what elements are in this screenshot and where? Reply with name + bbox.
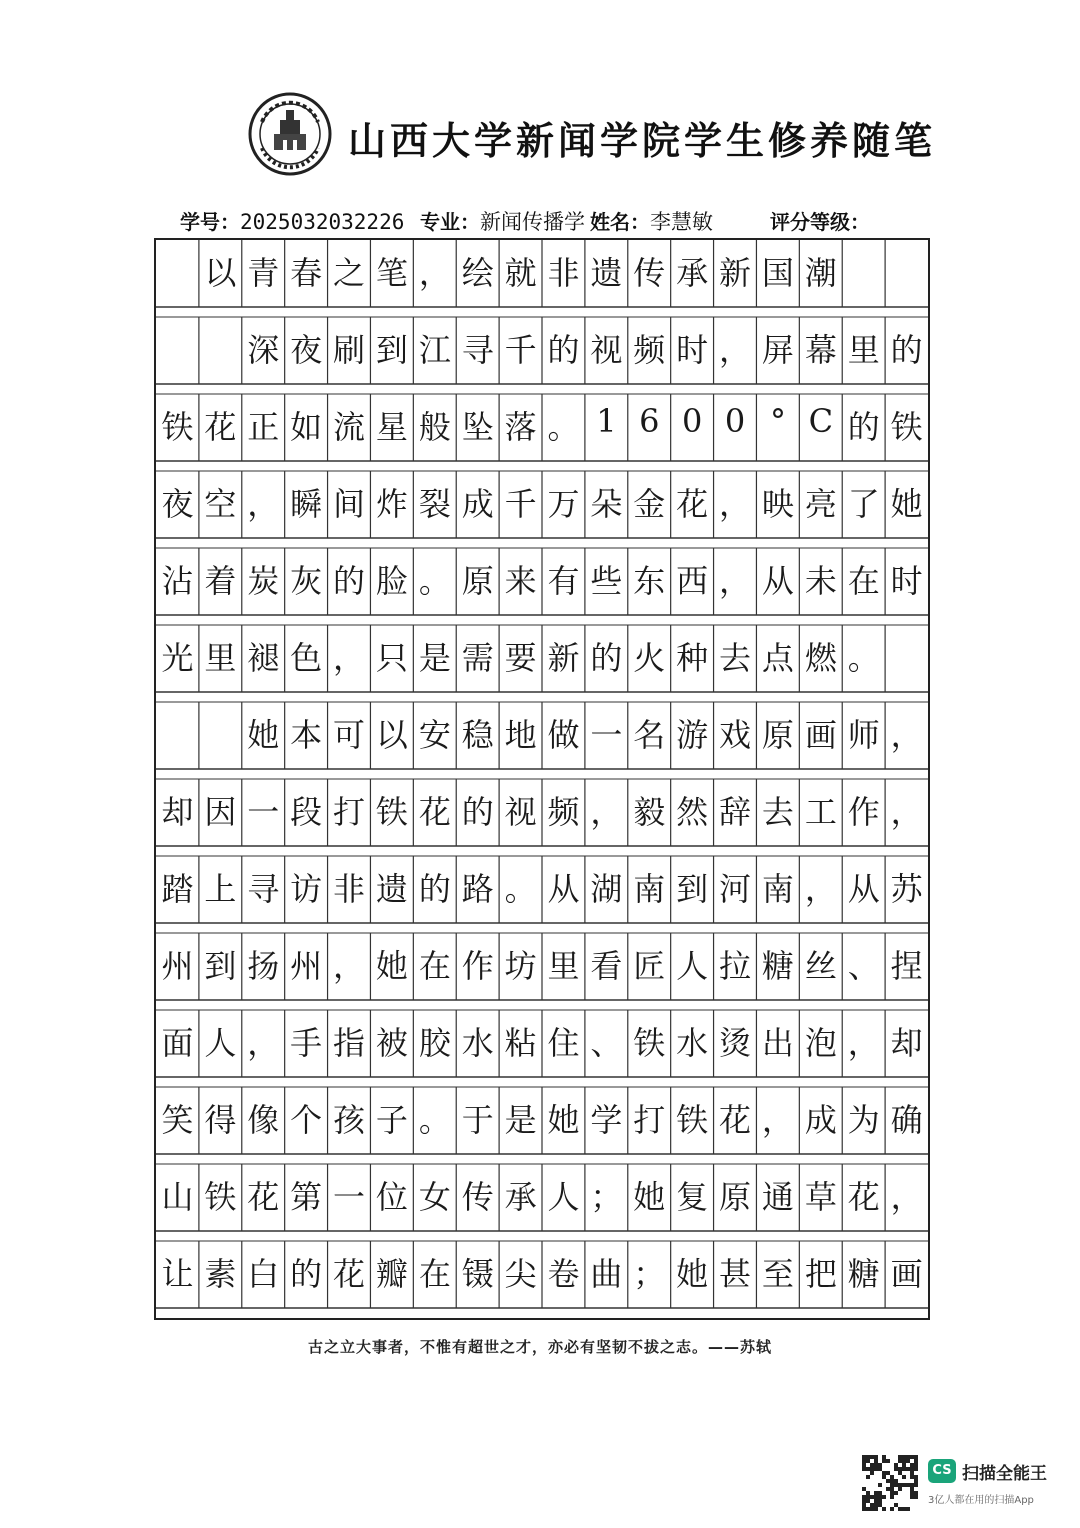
essay-char: 的 — [418, 870, 451, 908]
essay-char: 火 — [633, 639, 666, 677]
essay-char: 点 — [761, 639, 794, 677]
essay-char: 就 — [504, 254, 537, 292]
essay-char: 万 — [547, 485, 580, 523]
watermark-tagline: 3亿人都在用的扫描App — [928, 1495, 1034, 1506]
essay-char: 光 — [161, 639, 194, 677]
essay-char: 第 — [290, 1178, 323, 1216]
essay-char: 传 — [461, 1178, 494, 1216]
essay-char: 江 — [418, 331, 451, 369]
essay-char: 到 — [676, 870, 709, 908]
essay-char: 师 — [847, 716, 880, 754]
essay-char: 名 — [633, 716, 666, 754]
essay-char: 空 — [204, 485, 237, 523]
student-id-label: 学号： — [180, 210, 240, 234]
essay-char: 花 — [333, 1255, 366, 1293]
essay-char: ， — [890, 1178, 923, 1216]
essay-char: ， — [804, 870, 837, 908]
essay-char: 夜 — [290, 331, 323, 369]
essay-char: 辞 — [719, 793, 752, 831]
essay-char: 她 — [247, 716, 280, 754]
essay-char: 西 — [676, 562, 709, 600]
essay-char: 做 — [547, 716, 580, 754]
essay-char: 以 — [375, 716, 408, 754]
essay-char: 画 — [804, 716, 837, 754]
essay-char: 一 — [333, 1178, 366, 1216]
essay-char: 花 — [676, 485, 709, 523]
essay-char: 幕 — [804, 331, 837, 369]
essay-char: 位 — [375, 1178, 408, 1216]
essay-char: 成 — [461, 485, 494, 523]
essay-char: C — [808, 402, 834, 440]
essay-char: 寻 — [461, 331, 494, 369]
qr-code-icon — [862, 1455, 918, 1511]
essay-char: ， — [719, 562, 752, 600]
essay-char: 苏 — [890, 870, 923, 908]
essay-char: 胶 — [418, 1024, 451, 1062]
essay-char: 白 — [247, 1255, 280, 1293]
essay-char: 通 — [761, 1178, 794, 1216]
essay-char: 非 — [333, 870, 366, 908]
essay-char: 却 — [161, 793, 194, 831]
essay-char: 于 — [461, 1101, 494, 1139]
essay-char: 的 — [847, 408, 880, 446]
essay-char: 炸 — [375, 485, 408, 523]
essay-char: 褪 — [247, 639, 280, 677]
essay-char: 只 — [375, 639, 408, 677]
cs-logo-icon: CS — [928, 1459, 956, 1483]
essay-char: 她 — [633, 1178, 666, 1216]
essay-char: 6 — [639, 402, 660, 440]
essay-char: 上 — [204, 870, 237, 908]
essay-char: 的 — [547, 331, 580, 369]
major-value: 新闻传播学 — [480, 210, 585, 234]
essay-char: 夜 — [161, 485, 194, 523]
essay-char: 绘 — [461, 254, 494, 292]
student-id-value: 2025032032226 — [240, 210, 405, 234]
essay-char: 从 — [847, 870, 880, 908]
essay-char: 星 — [375, 408, 408, 446]
essay-char: 路 — [461, 870, 494, 908]
essay-char: 0 — [724, 402, 746, 440]
essay-char: 看 — [590, 947, 623, 985]
essay-char: 要 — [504, 639, 537, 677]
essay-char: 因 — [204, 793, 237, 831]
essay-char: 承 — [676, 254, 709, 292]
essay-char: 人 — [204, 1024, 237, 1062]
essay-char: 种 — [676, 639, 709, 677]
essay-char: 是 — [504, 1101, 537, 1139]
essay-line-glyphs — [156, 1087, 932, 1147]
essay-char: 刷 — [333, 331, 366, 369]
essay-char: 。 — [418, 562, 451, 600]
essay-char: 着 — [204, 562, 237, 600]
essay-char: 被 — [375, 1024, 408, 1062]
essay-char: 的 — [461, 793, 494, 831]
essay-char: 时 — [890, 562, 923, 600]
essay-char: 视 — [504, 793, 537, 831]
essay-char: 色 — [290, 639, 323, 677]
essay-char: 镊 — [461, 1255, 494, 1293]
essay-char: 丝 — [804, 947, 837, 985]
essay-line-glyphs — [156, 240, 932, 300]
essay-char: 游 — [676, 716, 709, 754]
essay-char: 山 — [161, 1178, 194, 1216]
student-id — [180, 206, 404, 235]
essay-char: 糖 — [761, 947, 794, 985]
essay-char: 本 — [290, 716, 323, 754]
essay-char: 的 — [590, 639, 623, 677]
essay-line-glyphs — [156, 317, 932, 377]
essay-char: 南 — [633, 870, 666, 908]
essay-char: 承 — [504, 1178, 537, 1216]
essay-char: 有 — [547, 562, 580, 600]
essay-char: 铁 — [161, 408, 194, 446]
essay-char: 瞬 — [290, 485, 323, 523]
essay-char: 像 — [247, 1101, 280, 1139]
essay-char: 泡 — [804, 1024, 837, 1062]
essay-line-glyphs — [156, 933, 932, 993]
essay-char: 正 — [247, 408, 280, 446]
essay-char: 一 — [247, 793, 280, 831]
essay-char: 子 — [375, 1101, 408, 1139]
essay-char: ， — [761, 1101, 794, 1139]
essay-char: 去 — [719, 639, 752, 677]
essay-char: 需 — [461, 639, 494, 677]
grade — [770, 206, 870, 235]
scanner-watermark — [862, 1455, 1062, 1515]
essay-char: 花 — [204, 408, 237, 446]
essay-char: 炭 — [247, 562, 280, 600]
essay-char: 得 — [204, 1101, 237, 1139]
essay-char: 频 — [633, 331, 666, 369]
essay-char: 个 — [290, 1101, 323, 1139]
essay-char: 春 — [290, 254, 323, 292]
essay-char: 花 — [719, 1101, 752, 1139]
major — [420, 206, 585, 236]
essay-line-glyphs — [156, 702, 932, 762]
essay-char: 水 — [676, 1024, 709, 1062]
essay-char: 裂 — [418, 485, 451, 523]
essay-char: 深 — [247, 331, 280, 369]
essay-line-glyphs — [156, 1164, 932, 1224]
essay-char: 里 — [847, 331, 880, 369]
essay-char: 笑 — [161, 1101, 194, 1139]
essay-char: 脸 — [375, 562, 408, 600]
essay-char: 1 — [596, 402, 617, 440]
essay-char: 亮 — [804, 485, 837, 523]
essay-char: 。 — [418, 1101, 451, 1139]
essay-char: 匠 — [633, 947, 666, 985]
essay-char: 孩 — [333, 1101, 366, 1139]
essay-char: 确 — [890, 1101, 923, 1139]
essay-char: 到 — [204, 947, 237, 985]
essay-char: 铁 — [676, 1101, 709, 1139]
watermark-name: 扫描全能王 — [962, 1464, 1047, 1484]
essay-char: 东 — [633, 562, 666, 600]
essay-char: 从 — [761, 562, 794, 600]
essay-char: 瓣 — [375, 1255, 408, 1293]
essay-char: 之 — [333, 254, 366, 292]
essay-char: 是 — [418, 639, 451, 677]
essay-char: 新 — [547, 639, 580, 677]
essay-char: 未 — [804, 562, 837, 600]
essay-line-glyphs — [156, 856, 932, 916]
essay-char: 。 — [547, 408, 580, 446]
essay-char: ， — [890, 793, 923, 831]
essay-line-glyphs — [156, 625, 932, 685]
essay-char: 打 — [633, 1101, 666, 1139]
essay-char: 、 — [590, 1024, 623, 1062]
essay-char: 手 — [290, 1024, 323, 1062]
essay-char: 遗 — [375, 870, 408, 908]
essay-char: 水 — [461, 1024, 494, 1062]
essay-char: 新 — [719, 254, 752, 292]
essay-char: ， — [333, 947, 366, 985]
essay-char: 为 — [847, 1101, 880, 1139]
essay-char: 访 — [290, 870, 323, 908]
essay-char: ， — [333, 639, 366, 677]
essay-line-glyphs — [156, 1241, 932, 1301]
essay-char: 素 — [204, 1255, 237, 1293]
page-title: 山西大学新闻学院学生修养随笔 — [348, 118, 937, 163]
student-name — [590, 206, 713, 236]
essay-char: 面 — [161, 1024, 194, 1062]
essay-char: 传 — [633, 254, 666, 292]
essay-char: 原 — [719, 1178, 752, 1216]
essay-line-glyphs — [156, 471, 932, 531]
essay-char: 却 — [890, 1024, 923, 1062]
essay-char: 非 — [547, 254, 580, 292]
essay-char: 地 — [504, 716, 537, 754]
essay-char: 的 — [290, 1255, 323, 1293]
essay-char: 糖 — [847, 1255, 880, 1293]
essay-char: ， — [247, 485, 280, 523]
essay-char: 如 — [290, 408, 323, 446]
essay-char: 0 — [681, 402, 703, 440]
essay-char: 尖 — [504, 1255, 537, 1293]
essay-char: 安 — [418, 716, 451, 754]
major-label: 专业： — [420, 210, 480, 234]
essay-char: 频 — [547, 793, 580, 831]
essay-char: 了 — [847, 485, 880, 523]
essay-char: 寻 — [247, 870, 280, 908]
essay-char: 毅 — [633, 793, 666, 831]
essay-char: 一 — [590, 716, 623, 754]
essay-char: ； — [633, 1255, 666, 1293]
essay-char: 花 — [847, 1178, 880, 1216]
essay-char: 她 — [676, 1255, 709, 1293]
essay-line-glyphs — [156, 779, 932, 839]
essay-char: 燃 — [804, 639, 837, 677]
essay-char: 踏 — [161, 870, 194, 908]
essay-grid — [154, 238, 930, 1320]
essay-char: 稳 — [461, 716, 494, 754]
essay-char: 在 — [847, 562, 880, 600]
essay-char: 坠 — [461, 408, 494, 446]
essay-char: 青 — [247, 254, 280, 292]
essay-char: 铁 — [204, 1178, 237, 1216]
essay-char: 画 — [890, 1255, 923, 1293]
essay-char: 可 — [333, 716, 366, 754]
essay-char: 坊 — [504, 947, 537, 985]
essay-char: 屏 — [761, 331, 794, 369]
essay-char: 。 — [847, 639, 880, 677]
university-seal-icon — [248, 92, 332, 176]
page-header — [0, 70, 1080, 190]
essay-char: 指 — [333, 1024, 366, 1062]
essay-char: 出 — [761, 1024, 794, 1062]
essay-char: 里 — [204, 639, 237, 677]
essay-char: 来 — [504, 562, 537, 600]
essay-line-glyphs — [156, 1010, 932, 1070]
essay-char: 段 — [290, 793, 323, 831]
essay-char: 湖 — [590, 870, 623, 908]
essay-char: 铁 — [890, 408, 923, 446]
essay-char: 扬 — [247, 947, 280, 985]
essay-char: 让 — [161, 1255, 194, 1293]
essay-char: 至 — [761, 1255, 794, 1293]
essay-char: 作 — [461, 947, 494, 985]
student-name-value: 李慧敏 — [650, 210, 713, 234]
essay-char: 里 — [547, 947, 580, 985]
essay-char: 去 — [761, 793, 794, 831]
essay-char: 州 — [161, 947, 194, 985]
essay-char: 千 — [504, 485, 537, 523]
essay-char: 女 — [418, 1178, 451, 1216]
essay-char: 人 — [547, 1178, 580, 1216]
essay-char: 原 — [461, 562, 494, 600]
essay-line-glyphs — [156, 548, 932, 608]
essay-char: 卷 — [547, 1255, 580, 1293]
essay-char: 把 — [804, 1255, 837, 1293]
essay-char: 草 — [804, 1178, 837, 1216]
essay-char: 潮 — [804, 254, 837, 292]
essay-char: 成 — [804, 1101, 837, 1139]
essay-char: 时 — [676, 331, 709, 369]
essay-char: 打 — [333, 793, 366, 831]
essay-char: 河 — [719, 870, 752, 908]
essay-char: 铁 — [375, 793, 408, 831]
essay-char: 住 — [547, 1024, 580, 1062]
essay-char: 她 — [890, 485, 923, 523]
essay-char: 她 — [375, 947, 408, 985]
essay-char: 国 — [761, 254, 794, 292]
essay-char: 粘 — [504, 1024, 537, 1062]
essay-char: 原 — [761, 716, 794, 754]
essay-char: 映 — [761, 485, 794, 523]
essay-char: 复 — [676, 1178, 709, 1216]
essay-char: ； — [590, 1178, 623, 1216]
essay-char: 拉 — [719, 947, 752, 985]
essay-char: 然 — [676, 793, 709, 831]
essay-char: 作 — [847, 793, 880, 831]
essay-char: 笔 — [375, 254, 408, 292]
essay-char: 流 — [333, 408, 366, 446]
essay-char: ， — [847, 1024, 880, 1062]
essay-char: 南 — [761, 870, 794, 908]
essay-char: 。 — [504, 870, 537, 908]
essay-char: 视 — [590, 331, 623, 369]
essay-char: ， — [418, 254, 451, 292]
essay-char: 灰 — [290, 562, 323, 600]
essay-char: 从 — [547, 870, 580, 908]
essay-line-glyphs — [156, 394, 932, 454]
essay-char: ， — [890, 716, 923, 754]
essay-char: 的 — [890, 331, 923, 369]
student-info-row — [180, 200, 920, 240]
essay-char: 戏 — [719, 716, 752, 754]
essay-char: 花 — [418, 793, 451, 831]
essay-char: 烫 — [719, 1024, 752, 1062]
essay-char: 铁 — [633, 1024, 666, 1062]
essay-char: 朵 — [590, 485, 623, 523]
essay-char: 沾 — [161, 562, 194, 600]
essay-char: 州 — [290, 947, 323, 985]
grade-label: 评分等级： — [770, 210, 870, 234]
essay-char: 捏 — [890, 947, 923, 985]
essay-char: 花 — [247, 1178, 280, 1216]
essay-char: 人 — [676, 947, 709, 985]
essay-char: 、 — [847, 947, 880, 985]
essay-char: 般 — [418, 408, 451, 446]
essay-char: ， — [247, 1024, 280, 1062]
essay-char: 曲 — [590, 1255, 623, 1293]
essay-char: 学 — [590, 1101, 623, 1139]
essay-char: 以 — [204, 254, 237, 292]
essay-char: 到 — [375, 331, 408, 369]
essay-char: 甚 — [719, 1255, 752, 1293]
essay-char: 她 — [547, 1101, 580, 1139]
essay-char: 工 — [804, 793, 837, 831]
student-name-label: 姓名： — [590, 210, 650, 234]
essay-char: 在 — [418, 947, 451, 985]
essay-char: ， — [590, 793, 623, 831]
essay-char: 些 — [590, 562, 623, 600]
essay-char: 在 — [418, 1255, 451, 1293]
essay-char: 落 — [504, 408, 537, 446]
essay-char: ° — [769, 402, 786, 440]
essay-char: 遗 — [590, 254, 623, 292]
essay-char: 千 — [504, 331, 537, 369]
essay-char: 间 — [333, 485, 366, 523]
footer-quote: 古之立大事者，不惟有超世之才，亦必有坚韧不拔之志。——苏轼 — [307, 1338, 772, 1356]
essay-char: 金 — [633, 485, 666, 523]
essay-char: 的 — [333, 562, 366, 600]
essay-char: ， — [719, 331, 752, 369]
essay-char: ， — [719, 485, 752, 523]
